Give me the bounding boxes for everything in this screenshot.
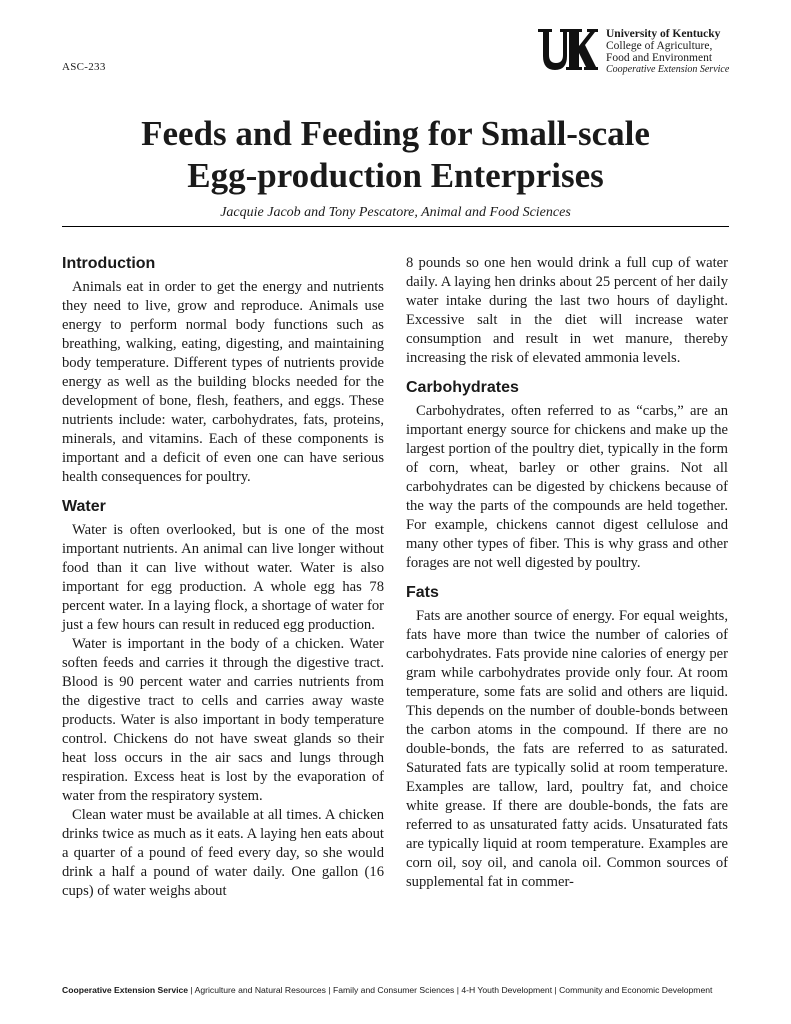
university-name: University of Kentucky — [606, 28, 721, 40]
right-column — [406, 254, 728, 892]
water-paragraph-2: Water is important in the body of a chicken. Water soften feeds and carries it through the digestive tract. Blood is 90 percent water and carries nutrients from the digestive tract to cells and carries away waste products. Water is also important in body temperature control. Chickens do not have sweat glands so their heat loss occurs in the air sacs and lungs through respiration. Excess heat is lost by the evaporation of water from the respiratory system. — [62, 636, 384, 804]
water-paragraph-3-continued: 8 pounds so one hen would drink a full cup of water daily. A laying hen drinks about 25 percent of her daily water intake during the last two hours of daylight. Excessive salt in the diet will increase water consumption and result in wet manure, thereby increasing the risk of elevated ammonia levels. — [406, 255, 728, 366]
left-column — [62, 254, 384, 901]
extension-service: Cooperative Extension Service — [606, 64, 730, 75]
footer-programs: | Agriculture and Natural Resources | Family and Consumer Sciences | 4-H Youth Development | Community and Economic Development — [188, 985, 713, 995]
water-heading: Water — [62, 498, 106, 515]
fats-heading: Fats — [406, 584, 439, 601]
footer-service: Cooperative Extension Service — [62, 985, 189, 995]
document-title — [40, 113, 751, 197]
document-id: ASC-233 — [62, 61, 106, 73]
authors: Jacquie Jacob and Tony Pescatore, Animal and Food Sciences — [220, 205, 571, 220]
institution-block — [606, 28, 729, 76]
introduction-heading: Introduction — [62, 255, 156, 272]
title-line-1: Feeds and Feeding for Small-scale — [141, 114, 650, 153]
water-paragraph-3: Clean water must be available at all times. A chicken drinks twice as much as it eats. A laying hen eats about a quarter of a pound of feed every day, so she would drink a half a pound of water daily. One gallon (16 cups) of water weighs about — [62, 807, 384, 899]
water-paragraph-1: Water is often overlooked, but is one of the most important nutrients. An animal can live longer without food than it can live without water. Water is also important for egg production. A whole egg has 78 percent water. In a laying flock, a shortage of water for just a few hours can result in reduced egg production. — [62, 522, 384, 633]
uk-logo — [538, 27, 598, 73]
college-line-2: Food and Environment — [606, 52, 713, 64]
footer — [62, 985, 762, 995]
carbohydrates-heading: Carbohydrates — [406, 379, 519, 396]
title-line-2: Egg-production Enterprises — [187, 156, 604, 195]
fats-paragraph: Fats are another source of energy. For equal weights, fats have more than twice the number of calories of carbohydrates. Fats provide nine calories of energy per gram while carbohydrates provide only four. At room temperature, some fats are solid and others are liquid. This depends on the number of double-bonds between the carbon atoms in the compound. If there are no double-bonds, the fats are referred to as saturated. Saturated fats are typically solid at room temperature. Examples are tallow, lard, poultry fat, and choice white grease. If there are double-bonds, the fats are referred to as unsaturated fatty acids. Unsaturated fats are typically liquid at room temperature. Examples are corn oil, soy oil, and canola oil. Common sources of supplemental fat in commer- — [406, 608, 728, 890]
introduction-paragraph: Animals eat in order to get the energy and nutrients they need to live, grow and reproduce. Animals use energy to perform normal body functions such as breathing, walking, eating, digesting, and maintaining body temperature. Different types of nutrients provide energy as well as the building blocks needed for the development of bone, flesh, feathers, and eggs. These nutrients include: water, carbohydrates, fats, proteins, minerals, and vitamins. Each of these components is important and a deficit of even one can have serious health consequences for poultry. — [62, 279, 384, 485]
carbohydrates-paragraph: Carbohydrates, often referred to as “carbs,” are an important energy source for chickens and make up the largest portion of the poultry diet, typically in the form of corn, wheat, barley or other grains. Not all carbohydrates can be digested by chickens because of the way the parts of the compounds are held together. For example, chickens cannot digest cellulose and many other types of fiber. This is why grass and other forages are not well digested by poultry. — [406, 403, 728, 571]
title-divider — [62, 226, 729, 227]
college-line-1: College of Agriculture, — [606, 40, 713, 52]
